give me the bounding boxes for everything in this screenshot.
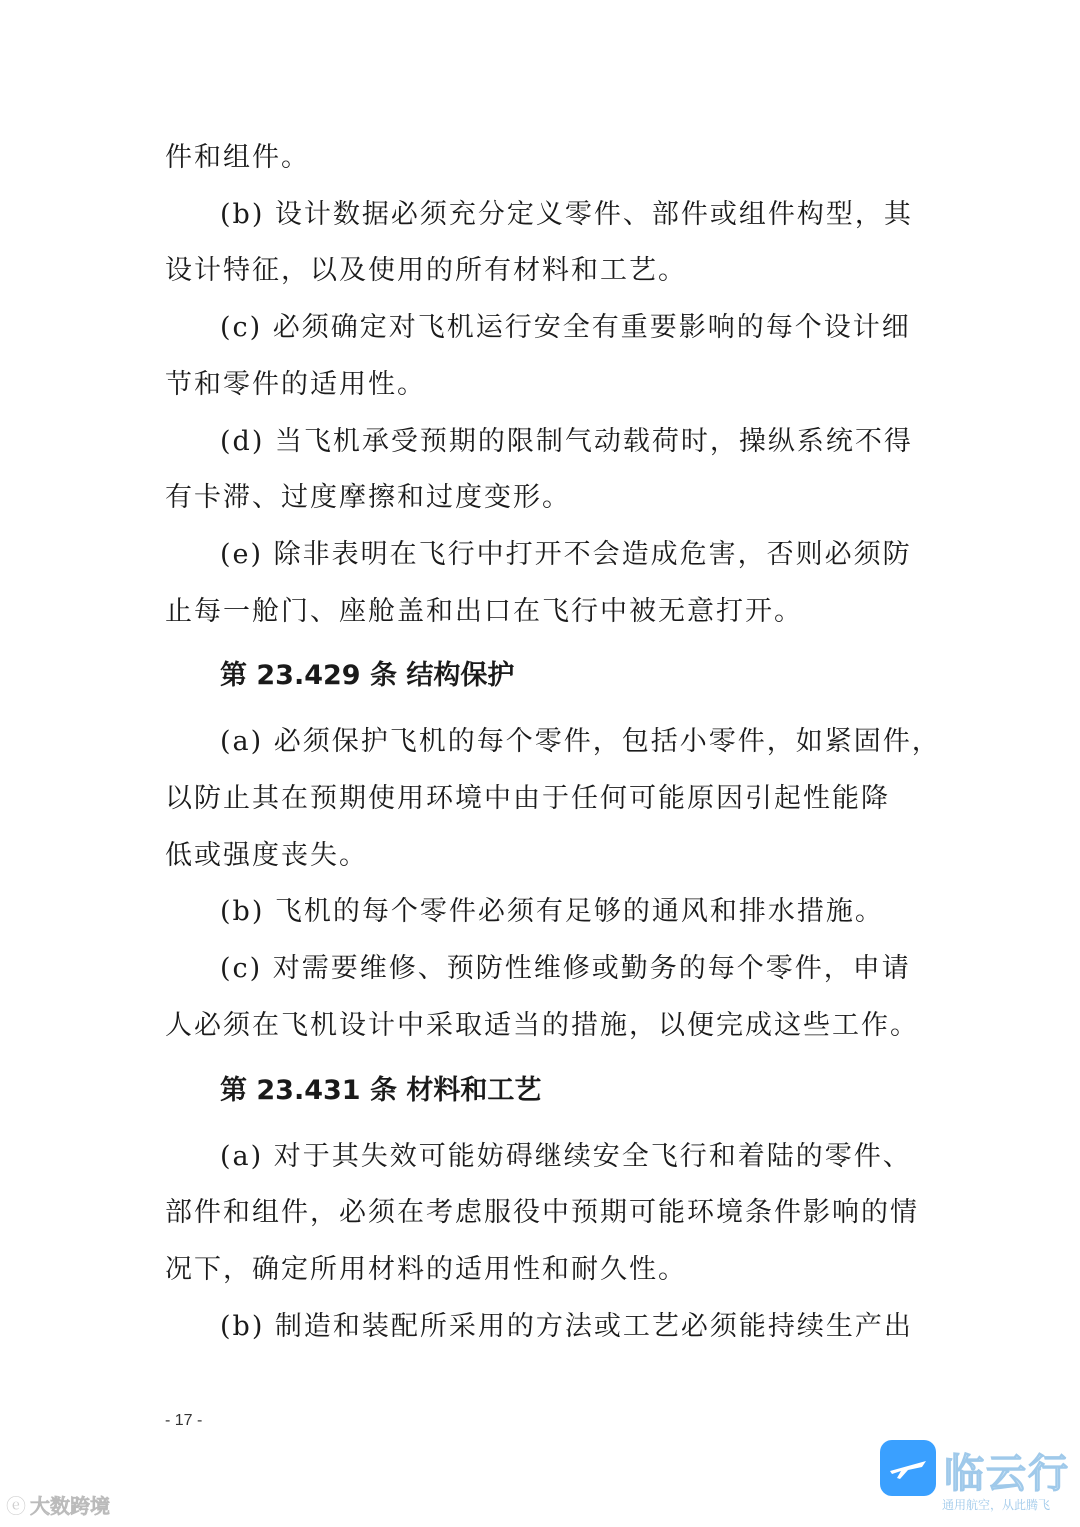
paragraph-line: (d) 当飞机承受预期的限制气动载荷时，操纵系统不得	[220, 425, 913, 457]
section-heading: 第 23.429 条 结构保护	[220, 660, 515, 692]
paragraph-line: 有卡滞、过度摩擦和过度变形。	[165, 482, 571, 514]
watermark-right-slogan: 通用航空，从此腾飞	[942, 1498, 1051, 1512]
paragraph-line: (c) 必须确定对飞机运行安全有重要影响的每个设计细	[220, 312, 911, 344]
plane-icon	[880, 1440, 936, 1496]
paragraph-line: (b) 飞机的每个零件必须有足够的通风和排水措施。	[220, 896, 884, 928]
paragraph-line: 止每一舱门、座舱盖和出口在飞行中被无意打开。	[165, 595, 803, 627]
paragraph-line: (a) 对于其失效可能妨碍继续安全飞行和着陆的零件、	[220, 1140, 912, 1172]
paragraph-line: (b) 设计数据必须充分定义零件、部件或组件构型，其	[220, 198, 913, 230]
paragraph-line: 况下，确定所用材料的适用性和耐久性。	[165, 1253, 687, 1285]
paragraph-line: 设计特征，以及使用的所有材料和工艺。	[165, 255, 687, 287]
paragraph-line: 部件和组件，必须在考虑服役中预期可能环境条件影响的情	[165, 1197, 919, 1229]
watermark-right	[880, 1440, 1076, 1520]
watermark-left	[6, 1490, 110, 1518]
page-number: - 17 -	[165, 1412, 203, 1429]
watermark-right-text: 临云行	[944, 1451, 1070, 1497]
weibo-icon: ⓔ	[6, 1493, 26, 1518]
section-heading: 第 23.431 条 材料和工艺	[220, 1074, 542, 1106]
paragraph-line: 低或强度丧失。	[165, 839, 368, 871]
paragraph-line: 件和组件。	[165, 142, 310, 173]
paragraph-line: 节和零件的适用性。	[165, 368, 426, 400]
paragraph-line: 以防止其在预期使用环境中由于任何可能原因引起性能降	[165, 783, 890, 814]
paragraph-line: 人必须在飞机设计中采取适当的措施，以便完成这些工作。	[165, 1009, 919, 1041]
paragraph-line: (c) 对需要维修、预防性维修或勤务的每个零件，申请	[220, 953, 911, 985]
paragraph-line: (b) 制造和装配所采用的方法或工艺必须能持续生产出	[220, 1310, 913, 1342]
watermark-left-text: 大数跨境	[30, 1493, 110, 1518]
paragraph-line: (e) 除非表明在飞行中打开不会造成危害，否则必须防	[220, 538, 912, 570]
paragraph-line: (a) 必须保护飞机的每个零件，包括小零件，如紧固件，	[220, 726, 941, 758]
